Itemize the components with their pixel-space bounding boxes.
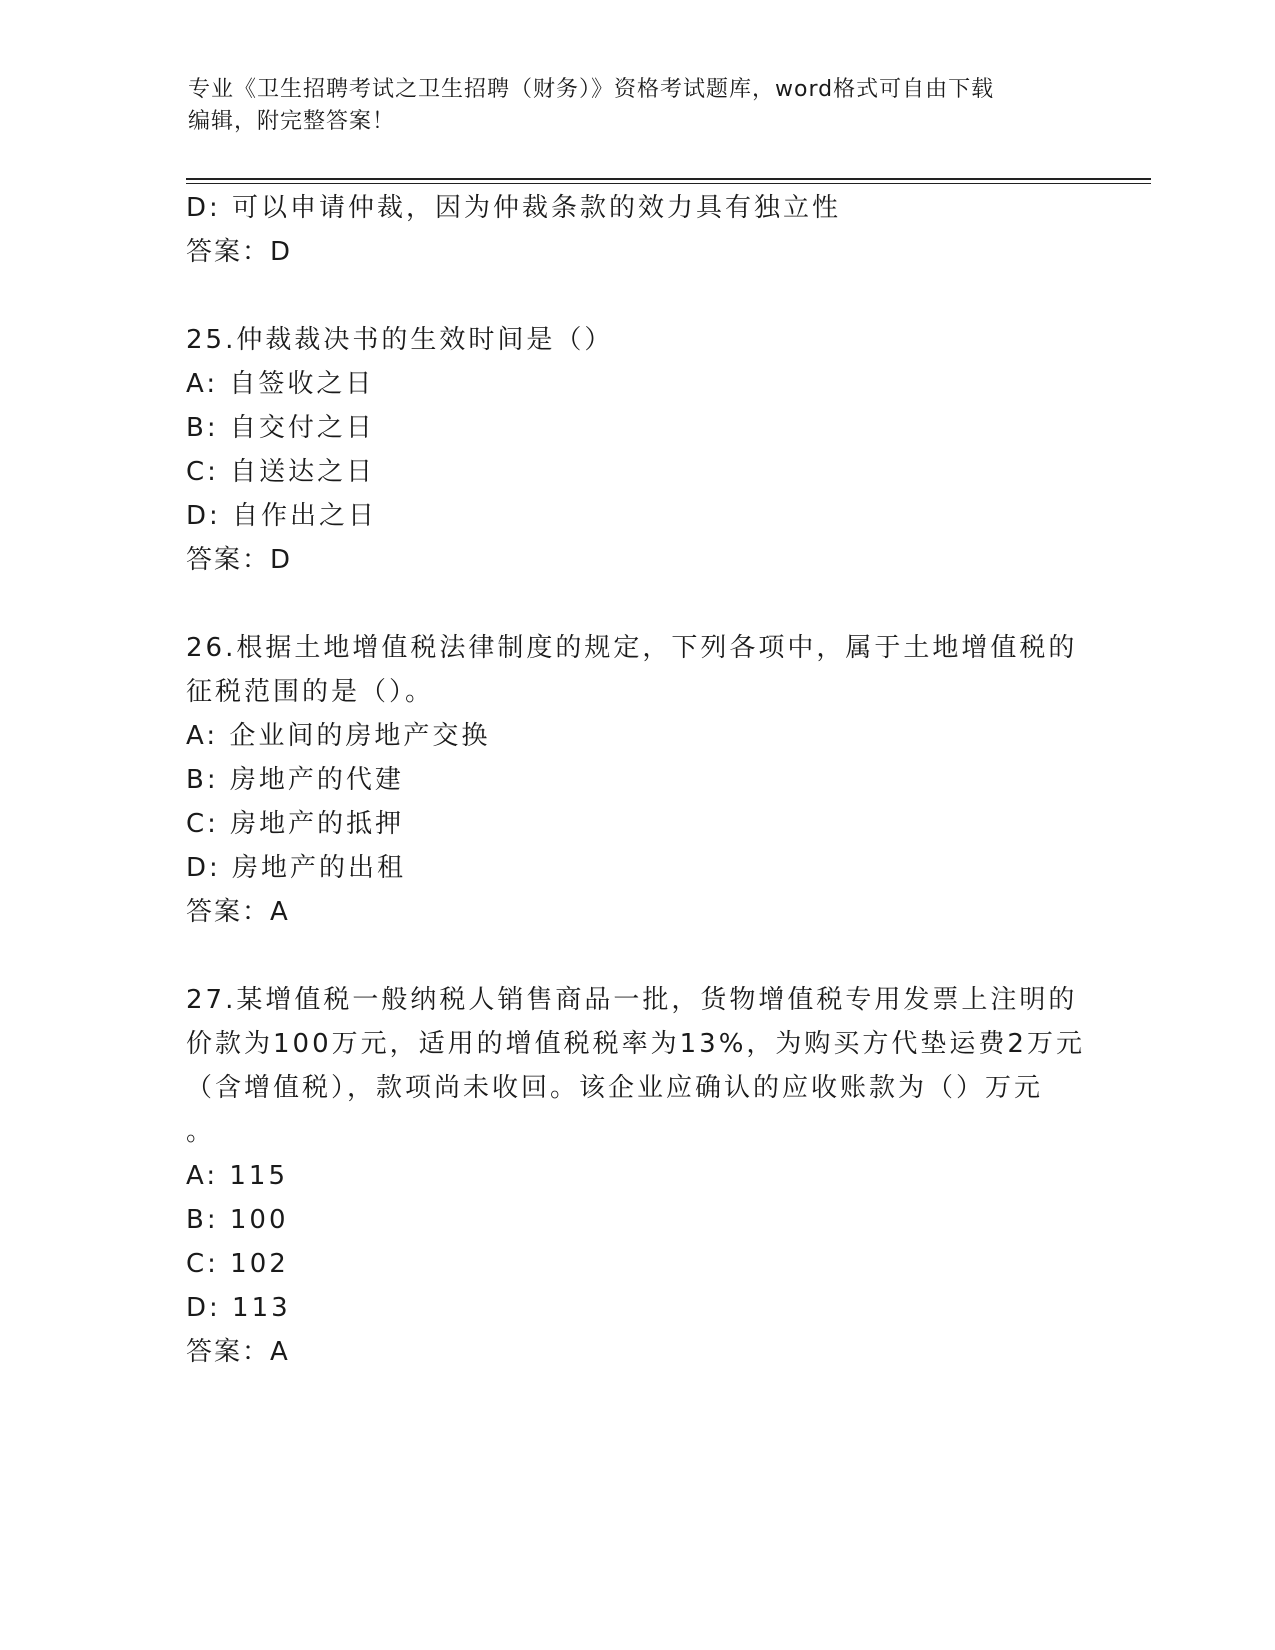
question-25-stem: 25.仲裁裁决书的生效时间是（） xyxy=(186,325,614,355)
document-header xyxy=(188,74,1088,138)
question-25-option-c: C: 自送达之日 xyxy=(186,457,376,487)
prev-option-d: D: 可以申请仲裁，因为仲裁条款的效力具有独立性 xyxy=(186,193,842,223)
question-26-option-a: A: 企业间的房地产交换 xyxy=(186,721,491,751)
question-26-option-d: D: 房地产的出租 xyxy=(186,853,407,883)
question-25-option-d: D: 自作出之日 xyxy=(186,501,378,531)
question-27-option-c: C: 102 xyxy=(186,1249,289,1279)
question-26-option-b: B: 房地产的代建 xyxy=(186,765,404,795)
question-26-stem-line-1: 26.根据土地增值税法律制度的规定，下列各项中，属于土地增值税的 xyxy=(186,633,1078,663)
question-26-answer: 答案：A xyxy=(186,897,290,927)
question-27-option-a: A: 115 xyxy=(186,1161,288,1191)
question-25-option-b: B: 自交付之日 xyxy=(186,413,375,443)
header-divider-thick xyxy=(186,178,1151,180)
question-27-stem-line-3: （含增值税），款项尚未收回。该企业应确认的应收账款为（）万元 xyxy=(186,1073,1044,1103)
question-27-option-b: B: 100 xyxy=(186,1205,289,1235)
header-divider-thin xyxy=(186,183,1151,184)
question-25-answer: 答案：D xyxy=(186,545,293,575)
question-27-option-d: D: 113 xyxy=(186,1293,291,1323)
question-26-option-c: C: 房地产的抵押 xyxy=(186,809,405,839)
question-25-option-a: A: 自签收之日 xyxy=(186,369,375,399)
question-27-stem-line-4: 。 xyxy=(186,1117,216,1147)
question-27-stem-line-2: 价款为100万元，适用的增值税税率为13%，为购买方代垫运费2万元 xyxy=(186,1029,1085,1059)
header-line-1: 专业《卫生招聘考试之卫生招聘（财务）》资格考试题库，word格式可自由下载 xyxy=(188,77,995,102)
question-26-stem-line-2: 征税范围的是（）。 xyxy=(186,677,435,707)
header-line-2: 编辑，附完整答案！ xyxy=(188,109,396,134)
question-27-stem-line-1: 27.某增值税一般纳税人销售商品一批，货物增值税专用发票上注明的 xyxy=(186,985,1078,1015)
prev-answer: 答案：D xyxy=(186,237,293,267)
question-27-answer: 答案：A xyxy=(186,1337,290,1367)
